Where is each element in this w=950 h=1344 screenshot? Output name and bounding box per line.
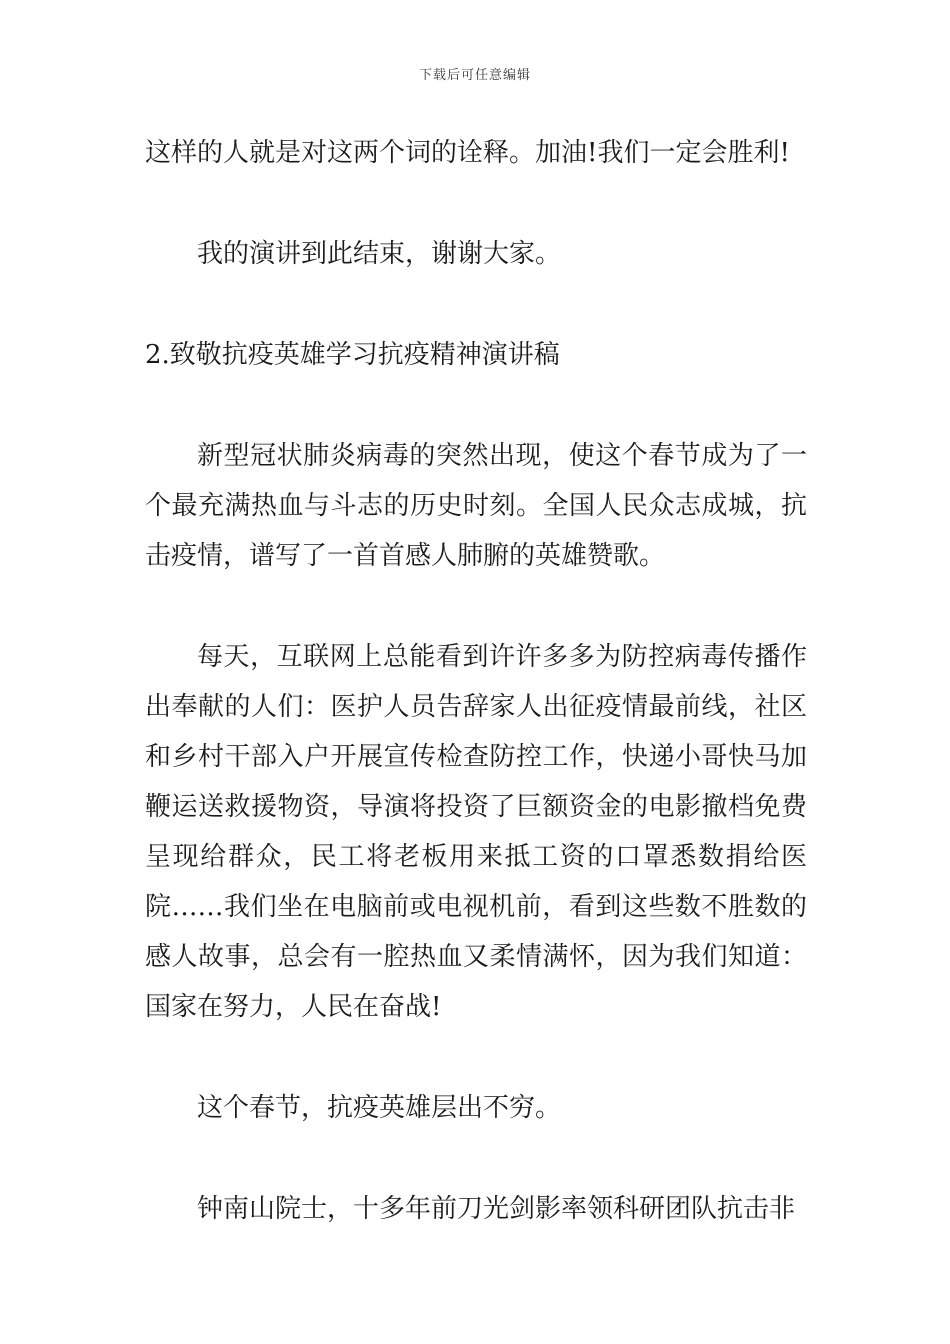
page-header: 下载后可任意编辑 [418,68,531,83]
document-body [145,128,807,1285]
section-heading: 2.致敬抗疫英雄学习抗疫精神演讲稿 [145,340,560,370]
paragraph-heroes-emerge: 这个春节，抗疫英雄层出不穷。 [197,1093,562,1123]
paragraph-daily-heroes: 每天，互联网上总能看到许许多多为防控病毒传播作出奉献的人们：医护人员告辞家人出征疫情最前线，社区和乡村干部入户开展宣传检查防控工作，快递小哥快马加鞭运送救援物资，导演将投资了巨额资金的电影撤档免费呈现给群众，民工将老板用来抵工资的口罩悉数捐给医院……我们坐在电脑前或电视机前，看到这些数不胜数的感人故事，总会有一腔热血又柔情满怀，因为我们知道：国家在努力，人民在奋战! [145,642,807,1022]
paragraph-intro: 新型冠状肺炎病毒的突然出现，使这个春节成为了一个最充满热血与斗志的历史时刻。全国人民众志成城，抗击疫情，谱写了一首首感人肺腑的英雄赞歌。 [145,441,807,571]
paragraph-zhong-nanshan: 钟南山院士，十多年前刀光剑影率领科研团队抗击非 [197,1194,796,1224]
paragraph-continuation: 这样的人就是对这两个词的诠释。加油!我们一定会胜利! [145,138,790,168]
paragraph-closing: 我的演讲到此结束，谢谢大家。 [197,239,562,269]
